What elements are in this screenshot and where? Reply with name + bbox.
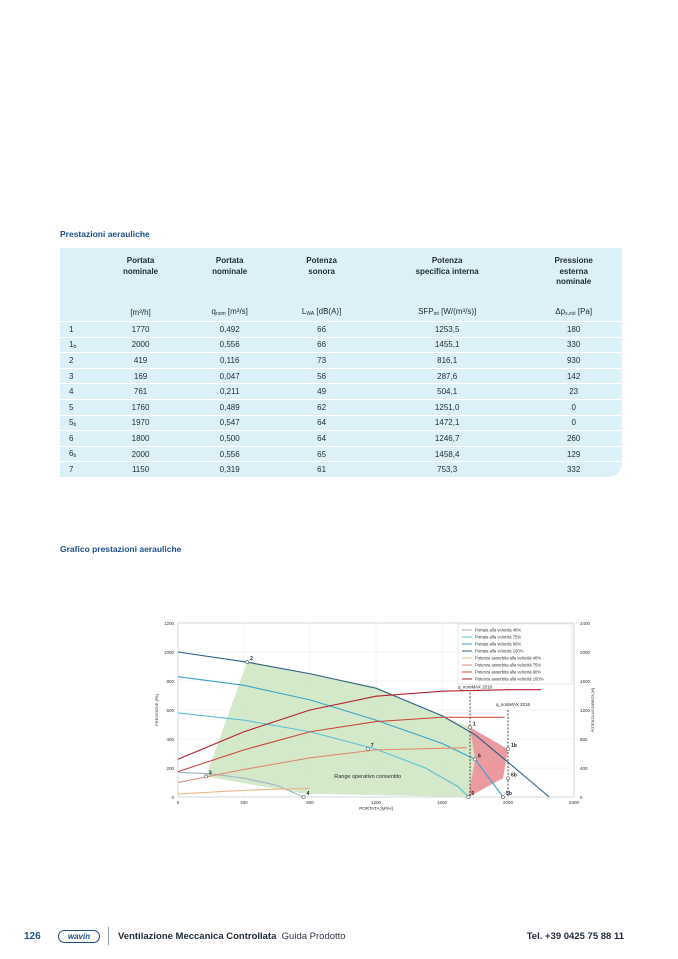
- table-cell: 1770: [96, 322, 185, 338]
- table-cell: 2000: [96, 337, 185, 353]
- footer: [0, 927, 678, 947]
- y2-tick-label: 2000: [580, 650, 591, 655]
- legend-label: Potenza assorbita alla velocità 40%: [475, 655, 542, 661]
- table-row: [60, 337, 622, 353]
- table-cell: 1970: [96, 415, 185, 431]
- table-cell: 1472,1: [369, 415, 525, 431]
- table-cell: 1458,4: [369, 446, 525, 462]
- row-label: 2: [60, 353, 96, 369]
- table-cell: 1800: [96, 431, 185, 447]
- x-tick-label: 1200: [370, 800, 382, 805]
- table-cell: 1760: [96, 399, 185, 415]
- x-tick-label: 400: [240, 800, 248, 805]
- data-point-label: 7: [370, 742, 374, 749]
- table-header-row: [60, 248, 622, 297]
- legend-label: Potenza assorbita alla velocità 100%: [475, 676, 544, 682]
- table-cell: 930: [525, 353, 622, 369]
- footer-title-text: Ventilazione Meccanica Controllata: [118, 931, 277, 942]
- footer-title: [118, 931, 346, 942]
- row-label: $1_b$: [60, 337, 96, 353]
- data-point-marker: [204, 775, 207, 778]
- y2-tick-label: 800: [580, 737, 588, 742]
- data-point-marker: [246, 661, 249, 664]
- page-number: 126: [24, 931, 41, 942]
- table-header-cell: Portata nominale: [212, 256, 248, 276]
- footer-phone: Tel. +39 0425 75 88 11: [526, 931, 624, 942]
- y-tick-label: 600: [166, 708, 174, 713]
- limit-line-label: q_nomMAX 2016: [496, 702, 530, 707]
- table-cell: 169: [96, 368, 185, 384]
- data-point-label: 4: [306, 791, 310, 797]
- data-point-label: 1: [473, 721, 476, 728]
- data-point-label: 1b: [511, 743, 517, 750]
- table-cell: 753,3: [369, 462, 525, 477]
- data-point-marker: [468, 726, 471, 729]
- chart-section-title: Grafico prestazioni aerauliche: [60, 544, 182, 554]
- y-tick-label: 1200: [163, 621, 174, 626]
- table-cell: 56: [274, 368, 369, 384]
- data-point-label: 2: [250, 656, 253, 663]
- y2-tick-label: 400: [580, 766, 588, 771]
- table-header-cell: Pressione esterna nominale: [554, 256, 593, 286]
- table-cell: 1246,7: [369, 431, 525, 447]
- data-point-marker: [506, 777, 509, 780]
- row-label: $6_b$: [60, 446, 96, 462]
- table-row: [60, 415, 622, 431]
- table-cell: 260: [525, 431, 622, 447]
- data-point-marker: [501, 795, 504, 798]
- table-cell: 0,047: [185, 368, 274, 384]
- y2-axis-label: POTENZA ASSORBITA [W]: [591, 687, 595, 733]
- footer-divider: [108, 927, 109, 945]
- table-cell: 61: [274, 462, 369, 477]
- data-point-marker: [506, 748, 509, 751]
- data-point-label: 5: [471, 791, 475, 797]
- legend-label: Portata alla velocità 100%: [475, 648, 524, 654]
- table-cell: 0: [525, 399, 622, 415]
- y2-tick-label: 2400: [580, 621, 591, 626]
- unit-cell: $SFP_{int}$ [W/(m³/s)]: [369, 297, 525, 322]
- table-row: [60, 322, 622, 338]
- y2-tick-label: 1200: [580, 708, 591, 713]
- table-cell: 1150: [96, 462, 185, 477]
- table-header-cell: Potenza specifica interna: [415, 256, 479, 276]
- unit-cell: [m³/h]: [96, 297, 185, 322]
- data-point-label: 3: [208, 770, 212, 777]
- table-cell: 1253,5: [369, 322, 525, 338]
- table-header-cell: Potenza sonora: [306, 256, 337, 276]
- table-cell: 0,556: [185, 446, 274, 462]
- y-tick-label: 0: [171, 795, 174, 800]
- table-cell: 64: [274, 431, 369, 447]
- table-unit-row: [60, 297, 622, 322]
- performance-chart: [148, 612, 600, 818]
- table-cell: 2000: [96, 446, 185, 462]
- table-header-cell: [60, 248, 96, 297]
- table-cell: 73: [274, 353, 369, 369]
- x-tick-label: 0: [176, 800, 180, 805]
- table-cell: 0,500: [185, 431, 274, 447]
- legend-box: [458, 624, 572, 684]
- data-point-marker: [467, 795, 470, 798]
- table-cell: 0,211: [185, 384, 274, 400]
- x-axis-label: PORTATA [M³/H]: [359, 806, 393, 811]
- y2-tick-label: 1600: [580, 679, 591, 684]
- table-row: [60, 384, 622, 400]
- limit-line-label: q_nomMAX 2018: [458, 684, 492, 690]
- row-label: 6: [60, 431, 96, 447]
- row-label: 1: [60, 322, 96, 338]
- table-row: [60, 368, 622, 384]
- footer-subtitle: Guida Prodotto: [281, 931, 346, 942]
- y-tick-label: 800: [166, 679, 174, 684]
- table-cell: 0: [525, 415, 622, 431]
- row-label: 4: [60, 384, 96, 400]
- chart-svg: [148, 612, 600, 818]
- row-label: $5_b$: [60, 415, 96, 431]
- table-cell: 504,1: [369, 384, 525, 400]
- y-tick-label: 200: [166, 766, 174, 771]
- table-row: [60, 353, 622, 369]
- table-cell: 419: [96, 353, 185, 369]
- table-row: [60, 462, 622, 477]
- x-tick-label: 1600: [436, 800, 448, 805]
- table-header-cell: Portata nominale: [123, 256, 159, 276]
- performance-table: [60, 248, 622, 477]
- y-axis-label: PRESSIONE [PA]: [154, 694, 159, 726]
- data-point-label: 6: [478, 753, 481, 760]
- table-cell: 761: [96, 384, 185, 400]
- unit-cell: [60, 297, 96, 322]
- legend-label: Potenza assorbita alla velocità 75%: [475, 662, 542, 668]
- table-cell: 1251,0: [369, 399, 525, 415]
- table-cell: 0,116: [185, 353, 274, 369]
- table-cell: 816,1: [369, 353, 525, 369]
- legend-label: Potenza assorbita alla velocità 90%: [475, 669, 542, 675]
- legend-label: Portata alla velocità 90%: [475, 641, 522, 647]
- table-cell: 66: [274, 337, 369, 353]
- table-row: [60, 431, 622, 447]
- unit-cell: $L_{WA}$ [dB(A)]: [274, 297, 369, 322]
- row-label: 5: [60, 399, 96, 415]
- y-tick-label: 1000: [163, 650, 174, 655]
- table-section-title: Prestazioni aerauliche: [60, 229, 150, 239]
- table-cell: 1455,1: [369, 337, 525, 353]
- table-cell: 64: [274, 415, 369, 431]
- data-point-marker: [302, 795, 305, 798]
- table-row: [60, 446, 622, 462]
- table-cell: 180: [525, 322, 622, 338]
- operating-range-label: Range operativo consentito: [334, 774, 402, 781]
- data-point-label: 6b: [511, 772, 517, 779]
- table-cell: 0,492: [185, 322, 274, 338]
- table-cell: 332: [525, 462, 622, 477]
- table-row: [60, 399, 622, 415]
- table-cell: 0,547: [185, 415, 274, 431]
- wavin-logo: wavin: [58, 930, 100, 943]
- x-tick-label: 2400: [568, 800, 580, 805]
- y2-tick-label: 0: [580, 795, 583, 800]
- row-label: 7: [60, 462, 96, 477]
- table-cell: 330: [525, 337, 622, 353]
- data-point-marker: [366, 747, 369, 750]
- table-cell: 66: [274, 322, 369, 338]
- unit-cell: $q_{nom}$ [m³/s]: [185, 297, 274, 322]
- table-cell: 129: [525, 446, 622, 462]
- table-cell: 62: [274, 399, 369, 415]
- unit-cell: $\Delta p_{s,ext}$ [Pa]: [525, 297, 622, 322]
- row-label: 3: [60, 368, 96, 384]
- table-cell: 49: [274, 384, 369, 400]
- table-cell: 23: [525, 384, 622, 400]
- table-cell: 0,489: [185, 399, 274, 415]
- table-cell: 65: [274, 446, 369, 462]
- table-cell: 142: [525, 368, 622, 384]
- x-tick-label: 800: [306, 800, 314, 805]
- table-cell: 287,6: [369, 368, 525, 384]
- legend-label: Portata alla velocità 40%: [475, 627, 522, 633]
- x-tick-label: 2000: [502, 800, 514, 805]
- data-point-label: 5b: [506, 791, 512, 797]
- table-cell: 0,556: [185, 337, 274, 353]
- y-tick-label: 400: [166, 737, 174, 742]
- data-point-marker: [473, 758, 476, 761]
- legend-label: Portata alla velocità 75%: [475, 634, 522, 640]
- table-cell: 0,319: [185, 462, 274, 477]
